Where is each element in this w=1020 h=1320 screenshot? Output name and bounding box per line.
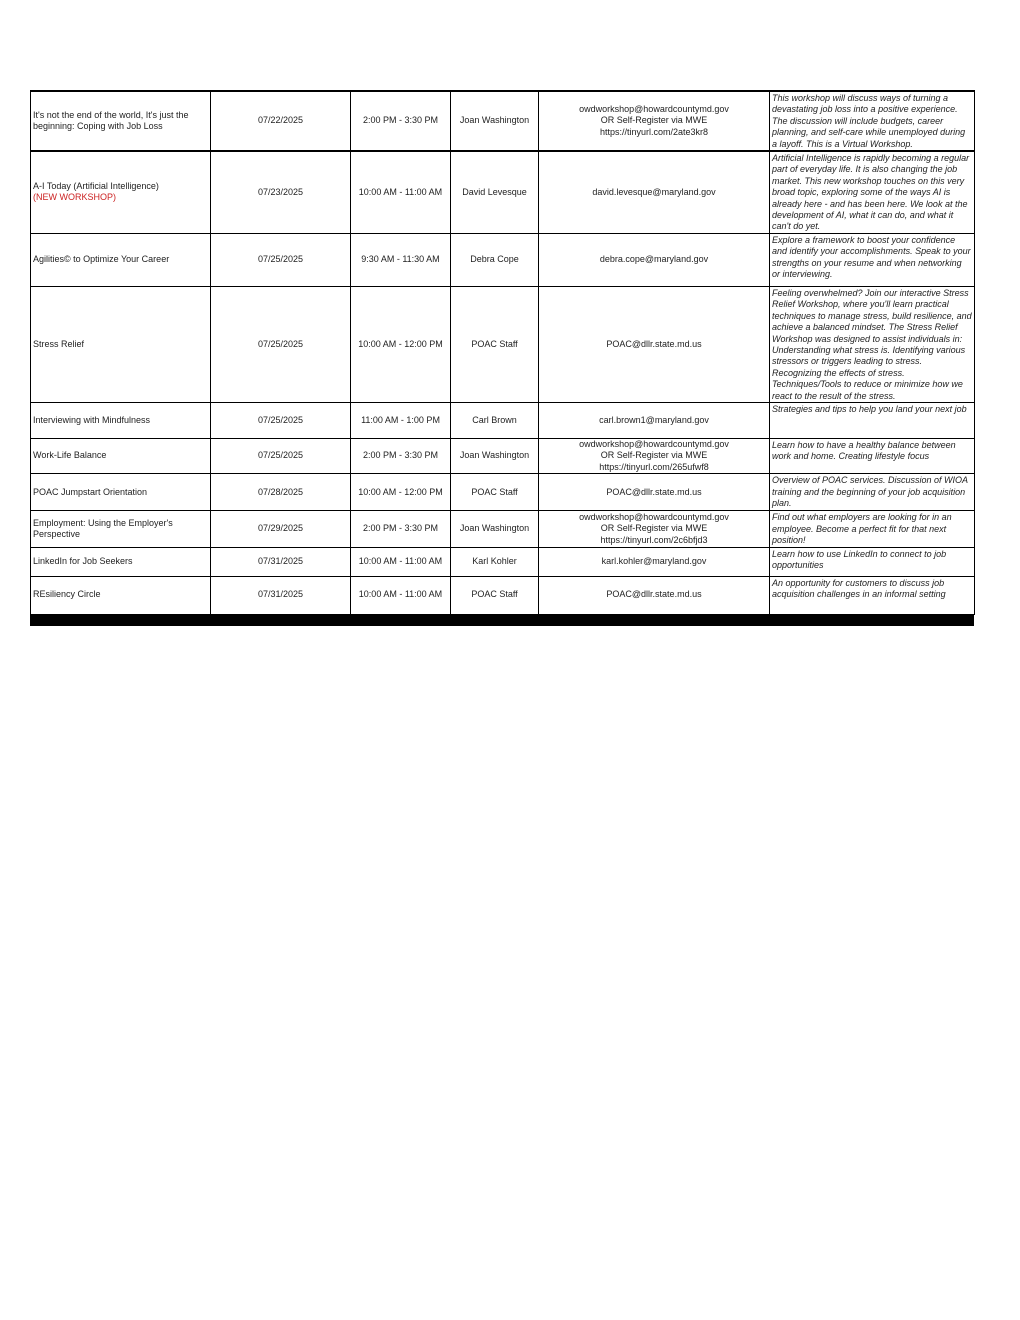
workshop-presenter-cell	[451, 547, 539, 576]
workshop-date: 07/29/2025	[257, 523, 304, 534]
workshop-presenter-cell	[451, 438, 539, 474]
workshop-title: It's not the end of the world, It's just the beginning: Coping with Job Loss	[33, 109, 189, 132]
workshop-title: LinkedIn for Job Seekers	[33, 555, 133, 566]
workshop-contact-cell	[539, 402, 770, 438]
workshop-description: Learn how to have a healthy balance between work and home. Creating lifestyle focus	[772, 439, 956, 462]
contact-line: OR Self-Register via MWE	[600, 523, 708, 534]
workshop-title: Employment: Using the Employer's Perspective	[33, 517, 173, 540]
workshop-date-cell	[211, 233, 351, 286]
workshop-date: 07/25/2025	[257, 338, 304, 349]
contact-line: david.levesque@maryland.gov	[592, 186, 716, 197]
workshop-table-body	[31, 91, 975, 614]
workshop-description: Artificial Intelligence is rapidly becoming a regular part of everyday life. It is also changing the job market. This new workshop touches on this very broad topic, exploring some of the ways AI is already here - and has been here. We look at the development of AI, what it can do, and what it can't do yet.	[772, 153, 970, 232]
workshop-presenter-cell	[451, 233, 539, 286]
workshop-title-cell	[31, 438, 211, 474]
workshop-title-cell	[31, 576, 211, 614]
workshop-presenter: Carl Brown	[472, 414, 517, 425]
workshop-date-cell	[211, 286, 351, 402]
workshop-description-cell	[770, 438, 975, 474]
workshop-title: REsiliency Circle	[33, 589, 101, 600]
workshop-contact-cell	[539, 91, 770, 151]
table-row	[31, 233, 975, 286]
workshop-description: Overview of POAC services. Discussion of WIOA training and the beginning of your job acquisition plan.	[772, 475, 968, 509]
workshop-time-cell	[351, 151, 451, 233]
workshop-presenter: Joan Washington	[459, 523, 530, 534]
workshop-presenter: Joan Washington	[459, 450, 530, 461]
contact-line: owdworkshop@howardcountymd.gov	[579, 511, 729, 522]
workshop-contact-cell	[539, 233, 770, 286]
contact-line: https://tinyurl.com/2ate3kr8	[599, 126, 709, 137]
table-row	[31, 286, 975, 402]
workshop-date-cell	[211, 438, 351, 474]
workshop-date: 07/22/2025	[257, 115, 304, 126]
workshop-time: 10:00 AM - 11:00 AM	[358, 555, 443, 566]
workshop-presenter-cell	[451, 91, 539, 151]
workshop-table	[30, 90, 975, 615]
workshop-presenter: POAC Staff	[471, 589, 518, 600]
workshop-time-cell	[351, 286, 451, 402]
workshop-date-cell	[211, 402, 351, 438]
workshop-date-cell	[211, 151, 351, 233]
workshop-date: 07/31/2025	[257, 589, 304, 600]
workshop-time-cell	[351, 511, 451, 547]
workshop-description: Find out what employers are looking for in an employee. Become a perfect fit for that next position!	[772, 512, 952, 546]
workshop-description-cell	[770, 233, 975, 286]
workshop-title-cell	[31, 547, 211, 576]
contact-line: https://tinyurl.com/265ufwf8	[599, 461, 709, 472]
workshop-time: 11:00 AM - 1:00 PM	[361, 414, 440, 425]
table-row	[31, 547, 975, 576]
contact-line: https://tinyurl.com/2c6bfjd3	[600, 534, 708, 545]
workshop-time-cell	[351, 233, 451, 286]
workshop-time-cell	[351, 576, 451, 614]
table-row	[31, 91, 975, 151]
workshop-title-cell	[31, 402, 211, 438]
workshop-time: 10:00 AM - 12:00 PM	[358, 486, 443, 497]
workshop-presenter: Debra Cope	[470, 254, 519, 265]
table-row	[31, 576, 975, 614]
workshop-presenter-cell	[451, 474, 539, 511]
workshop-description: This workshop will discuss ways of turning a devastating job loss into a positive experience. The discussion will include budgets, career planning, and self-care while unemployed during a layoff. This is a Virtual Workshop.	[772, 93, 966, 149]
workshop-contact-cell	[539, 576, 770, 614]
workshop-date-cell	[211, 511, 351, 547]
table-footer-bar	[30, 615, 974, 626]
workshop-description: Explore a framework to boost your confidence and identify your accomplishments. Speak to your strengths on your resume and when networking or interviewing.	[772, 234, 971, 280]
workshop-presenter-cell	[451, 286, 539, 402]
workshop-time: 2:00 PM - 3:30 PM	[362, 450, 439, 461]
table-row	[31, 511, 975, 547]
workshop-title: Agilities© to Optimize Your Career	[33, 254, 170, 265]
workshop-date-cell	[211, 91, 351, 151]
workshop-title-cell	[31, 286, 211, 402]
workshop-contact-cell	[539, 474, 770, 511]
workshop-title-cell	[31, 511, 211, 547]
workshop-time-cell	[351, 91, 451, 151]
workshop-presenter-cell	[451, 151, 539, 233]
workshop-title: Interviewing with Mindfulness	[33, 414, 151, 425]
workshop-time: 10:00 AM - 12:00 PM	[358, 338, 443, 349]
contact-line: karl.kohler@maryland.gov	[601, 555, 707, 566]
workshop-time-cell	[351, 438, 451, 474]
workshop-description: Learn how to use LinkedIn to connect to job opportunities	[772, 548, 947, 571]
workshop-description: An opportunity for customers to discuss job acquisition challenges in an informal setting	[772, 577, 946, 600]
workshop-description-cell	[770, 474, 975, 511]
workshop-schedule	[30, 90, 974, 626]
workshop-time: 2:00 PM - 3:30 PM	[362, 115, 439, 126]
workshop-description-cell	[770, 547, 975, 576]
workshop-presenter-cell	[451, 576, 539, 614]
workshop-title: Work-Life Balance	[33, 450, 107, 461]
workshop-title-cell	[31, 91, 211, 151]
table-row	[31, 438, 975, 474]
table-row	[31, 474, 975, 511]
workshop-time-cell	[351, 402, 451, 438]
workshop-title: Stress Relief	[33, 338, 85, 349]
workshop-contact-cell	[539, 286, 770, 402]
workshop-date-cell	[211, 474, 351, 511]
workshop-description: Strategies and tips to help you land your next job	[772, 403, 967, 414]
workshop-time: 2:00 PM - 3:30 PM	[362, 523, 439, 534]
table-row	[31, 151, 975, 233]
workshop-description: Feeling overwhelmed? Join our interactive Stress Relief Workshop, where you'll learn practical techniques to manage stress, build resilience, and achieve a balanced mindset. The Stress Relief Workshop was designed to assist individuals in: Understanding what stress is. Identifying various stressors or triggers leading to stress. Recognizing the effects of stress. Techniques/Tools to reduce or minimize how we react to the result of the stress.	[772, 287, 972, 401]
workshop-contact-cell	[539, 511, 770, 547]
workshop-presenter: Joan Washington	[459, 115, 530, 126]
workshop-title-cell	[31, 151, 211, 233]
workshop-presenter: David Levesque	[462, 186, 527, 197]
contact-line: owdworkshop@howardcountymd.gov	[579, 103, 729, 114]
workshop-description-cell	[770, 286, 975, 402]
workshop-date: 07/25/2025	[257, 450, 304, 461]
workshop-title: POAC Jumpstart Orientation	[33, 486, 148, 497]
workshop-time-cell	[351, 547, 451, 576]
workshop-date: 07/25/2025	[257, 414, 304, 425]
workshop-time: 10:00 AM - 11:00 AM	[358, 589, 443, 600]
workshop-description-cell	[770, 151, 975, 233]
workshop-contact-cell	[539, 547, 770, 576]
workshop-contact-cell	[539, 438, 770, 474]
workshop-description-cell	[770, 511, 975, 547]
workshop-presenter: POAC Staff	[471, 338, 518, 349]
workshop-presenter-cell	[451, 511, 539, 547]
workshop-date-cell	[211, 547, 351, 576]
workshop-time: 10:00 AM - 11:00 AM	[358, 186, 443, 197]
contact-line: debra.cope@maryland.gov	[599, 254, 709, 265]
contact-line: OR Self-Register via MWE	[600, 115, 708, 126]
workshop-presenter: POAC Staff	[471, 486, 518, 497]
contact-line: POAC@dllr.state.md.us	[606, 486, 702, 497]
workshop-presenter: Karl Kohler	[472, 555, 517, 566]
workshop-title-cell	[31, 474, 211, 511]
workshop-title: A-I Today (Artificial Intelligence)	[33, 180, 159, 191]
contact-line: carl.brown1@maryland.gov	[599, 414, 709, 425]
workshop-date: 07/23/2025	[257, 186, 304, 197]
contact-line: POAC@dllr.state.md.us	[606, 589, 702, 600]
workshop-description-cell	[770, 91, 975, 151]
table-row	[31, 402, 975, 438]
contact-line: POAC@dllr.state.md.us	[606, 338, 702, 349]
workshop-title-cell	[31, 233, 211, 286]
workshop-description-cell	[770, 402, 975, 438]
contact-line: owdworkshop@howardcountymd.gov	[579, 438, 729, 449]
workshop-presenter-cell	[451, 402, 539, 438]
workshop-description-cell	[770, 576, 975, 614]
workshop-date: 07/31/2025	[257, 555, 304, 566]
contact-line: OR Self-Register via MWE	[600, 450, 708, 461]
new-workshop-badge: (NEW WORKSHOP)	[33, 192, 116, 203]
workshop-date: 07/25/2025	[257, 254, 304, 265]
workshop-time-cell	[351, 474, 451, 511]
workshop-date: 07/28/2025	[257, 486, 304, 497]
workshop-contact-cell	[539, 151, 770, 233]
workshop-date-cell	[211, 576, 351, 614]
workshop-time: 9:30 AM - 11:30 AM	[361, 254, 440, 265]
